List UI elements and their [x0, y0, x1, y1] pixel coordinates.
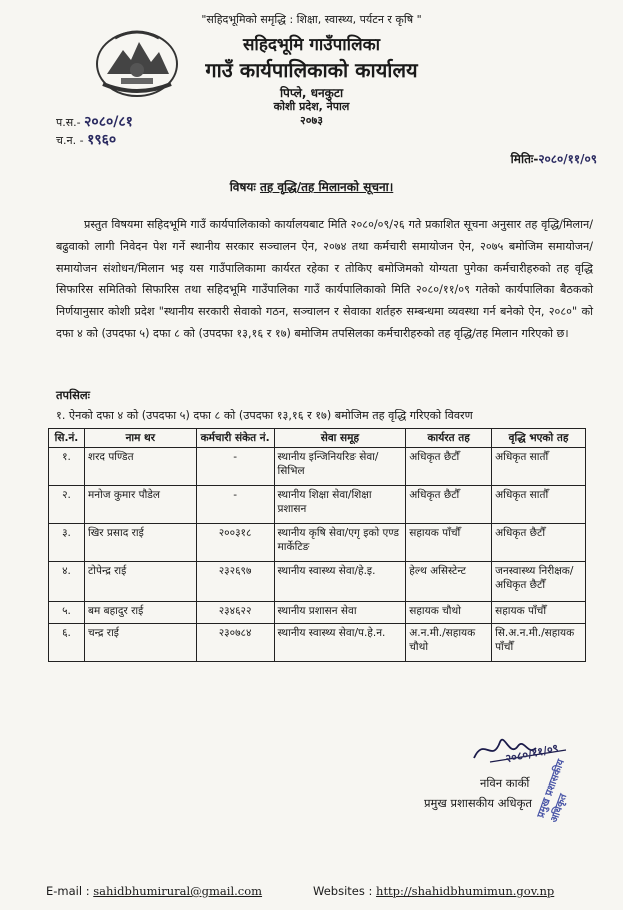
signatory-title: प्रमुख प्रशासकीय अधिकृत: [424, 796, 532, 810]
table-row: [49, 448, 586, 486]
table-row: [49, 486, 586, 524]
office-name: गाउँ कार्यपालिकाको कार्यालय: [205, 58, 418, 82]
cell-serial: १.: [49, 448, 85, 486]
cell-serial: २.: [49, 486, 85, 524]
col-header-staff-code: कर्मचारी संकेत नं.: [196, 429, 274, 448]
cell-current-level: अधिकृत छैटौँ: [406, 486, 492, 524]
dispatch-number-label: च.न. -: [56, 134, 84, 147]
cell-service-group: स्थानीय स्वास्थ्य सेवा/प.हे.न.: [274, 624, 406, 662]
cell-name: टोपेन्द्र राई: [84, 562, 196, 602]
list-heading: १. ऐनको दफा ४ को (उपदफा ५) दफा ८ को (उपदफा १३,१६ र १७) बमोजिम तह वृद्धि गरिएको विवरण: [56, 409, 473, 422]
cell-name: शरद पण्डित: [84, 448, 196, 486]
cell-current-level: सहायक चौथो: [406, 602, 492, 624]
col-header-serial: सि.नं.: [49, 429, 85, 448]
col-header-name: नाम थर: [84, 429, 196, 448]
website-label: Websites :: [313, 884, 377, 898]
cell-staff-code: २००३१८: [196, 524, 274, 562]
office-location: पिप्ले, धनकुटा: [279, 86, 344, 100]
date-value: २०८०/११/०९: [538, 152, 597, 166]
email-link[interactable]: sahidbhumirural@gmail.com: [93, 884, 263, 898]
office-province: कोशी प्रदेश, नेपाल: [273, 100, 350, 113]
date-label: मितिः-: [510, 152, 539, 166]
cell-name: बम बहादुर राई: [84, 602, 196, 624]
municipality-name: सहिदभूमि गाउँपालिका: [242, 35, 381, 55]
dispatch-number-value: १९६०: [87, 132, 117, 148]
subject-line: [0, 178, 623, 195]
letter-number-value: २०८०/८१: [84, 114, 133, 130]
cell-staff-code: -: [196, 448, 274, 486]
letter-number-label: प.स.-: [56, 116, 81, 129]
cell-promoted-level: जनस्वास्थ्य निरीक्षक/ अधिकृत छैटौँ: [492, 562, 586, 602]
office-year: २०७३: [300, 114, 323, 127]
cell-staff-code: २३०७८४: [196, 624, 274, 662]
col-header-service-group: सेवा समूह: [274, 429, 406, 448]
table-header-row: [49, 429, 586, 448]
cell-promoted-level: अधिकृत सातौँ: [492, 448, 586, 486]
cell-staff-code: २३४६२२: [196, 602, 274, 624]
table-row: [49, 524, 586, 562]
cell-current-level: सहायक पाँचौँ: [406, 524, 492, 562]
subject-text: तह वृद्धि/तह मिलानको सूचना।: [260, 180, 394, 194]
cell-serial: ३.: [49, 524, 85, 562]
cell-staff-code: २३२६९७: [196, 562, 274, 602]
signatory-name: नविन कार्की: [480, 776, 530, 790]
notice-body: प्रस्तुत विषयमा सहिदभूमि गाउँ कार्यपालिकाको कार्यालयबाट मिति २०८०/०९/२६ गते प्रकाशित सूचना अनुसार तह वृद्धि/मिलान/बढुवाको लागी निवेदन पेश गर्ने स्थानीय सरकार सञ्चालन ऐन, २०७४ तथा कर्मचारी समायोजन ऐन, २०७५ बमोजिम समायोजन/समायोजन संशोधन/मिलान भइ यस गाउँपालिकामा कार्यरत रहेका र तोकिए बमोजिमको योग्यता पुगेका कर्मचारीहरुको तह वृद्धि सिफारिस समितिको सिफारिस तथा सहिदभूमि गाउँपालिका गाउँ कार्यपालिकाको मिति २०८०/११/०९ गतेको कार्यपालिका बैठकको निर्णयानुसार कोशी प्रदेश "स्थानीय सरकारी सेवाको गठन, सञ्चालन र सेवाका शर्तहरु सम्बन्धमा व्यवस्था गर्न बनेको ऐन, २०८०" को दफा ४ को (उपदफा ५) दफा ८ को (उपदफा १३,१६ र १७) बमोजिम तपसिलका कर्मचारीहरुको तह वृद्धि/तह मिलान गरिएको छ।: [56, 218, 593, 340]
signature-date: २०८०/११/०९: [504, 741, 560, 766]
table-row: [49, 602, 586, 624]
letter-number: [56, 112, 133, 131]
footer-website: [313, 884, 554, 898]
footer-email: [46, 884, 262, 898]
cell-promoted-level: अधिकृत छैटौँ: [492, 524, 586, 562]
cell-current-level: अधिकृत छैटौँ: [406, 448, 492, 486]
table-row: [49, 624, 586, 662]
cell-service-group: स्थानीय शिक्षा सेवा/शिक्षा प्रशासन: [274, 486, 406, 524]
cell-service-group: स्थानीय स्वास्थ्य सेवा/हे.इ.: [274, 562, 406, 602]
header-motto: "सहिदभूमिको समृद्धि : शिक्षा, स्वास्थ्य, पर्यटन र कृषि ": [201, 13, 422, 26]
cell-current-level: हेल्थ असिस्टेन्ट: [406, 562, 492, 602]
cell-serial: ४.: [49, 562, 85, 602]
letter-date: [511, 150, 597, 167]
cell-service-group: स्थानीय कृषि सेवा/एगृ इको एण्ड मार्केटिङ: [274, 524, 406, 562]
cell-serial: ६.: [49, 624, 85, 662]
cell-service-group: स्थानीय प्रशासन सेवा: [274, 602, 406, 624]
cell-staff-code: -: [196, 486, 274, 524]
cell-promoted-level: अधिकृत सातौँ: [492, 486, 586, 524]
tapasil-label: तपसिलः: [56, 388, 90, 402]
cell-name: मनोज कुमार पौडेल: [84, 486, 196, 524]
website-link[interactable]: http://shahidbhumimun.gov.np: [376, 884, 555, 898]
cell-service-group: स्थानीय इन्जिनियरिङ सेवा/सिभिल: [274, 448, 406, 486]
col-header-promoted-level: वृद्धि भएको तह: [492, 429, 586, 448]
subject-label: विषयः: [229, 180, 256, 194]
col-header-current-level: कार्यरत तह: [406, 429, 492, 448]
official-stamp: प्रमुख प्रशासकीय अधिकृत: [535, 758, 570, 825]
dispatch-number: [56, 130, 116, 149]
cell-serial: ५.: [49, 602, 85, 624]
email-label: E-mail :: [46, 884, 94, 898]
cell-promoted-level: सहायक पाँचौँ: [492, 602, 586, 624]
cell-name: खिर प्रसाद राई: [84, 524, 196, 562]
cell-current-level: अ.न.मी./सहायक चौथो: [406, 624, 492, 662]
table-row: [49, 562, 586, 602]
promotion-table: [48, 428, 586, 662]
cell-name: चन्द्र राई: [84, 624, 196, 662]
cell-promoted-level: सि.अ.न.मी./सहायक पाँचौँ: [492, 624, 586, 662]
